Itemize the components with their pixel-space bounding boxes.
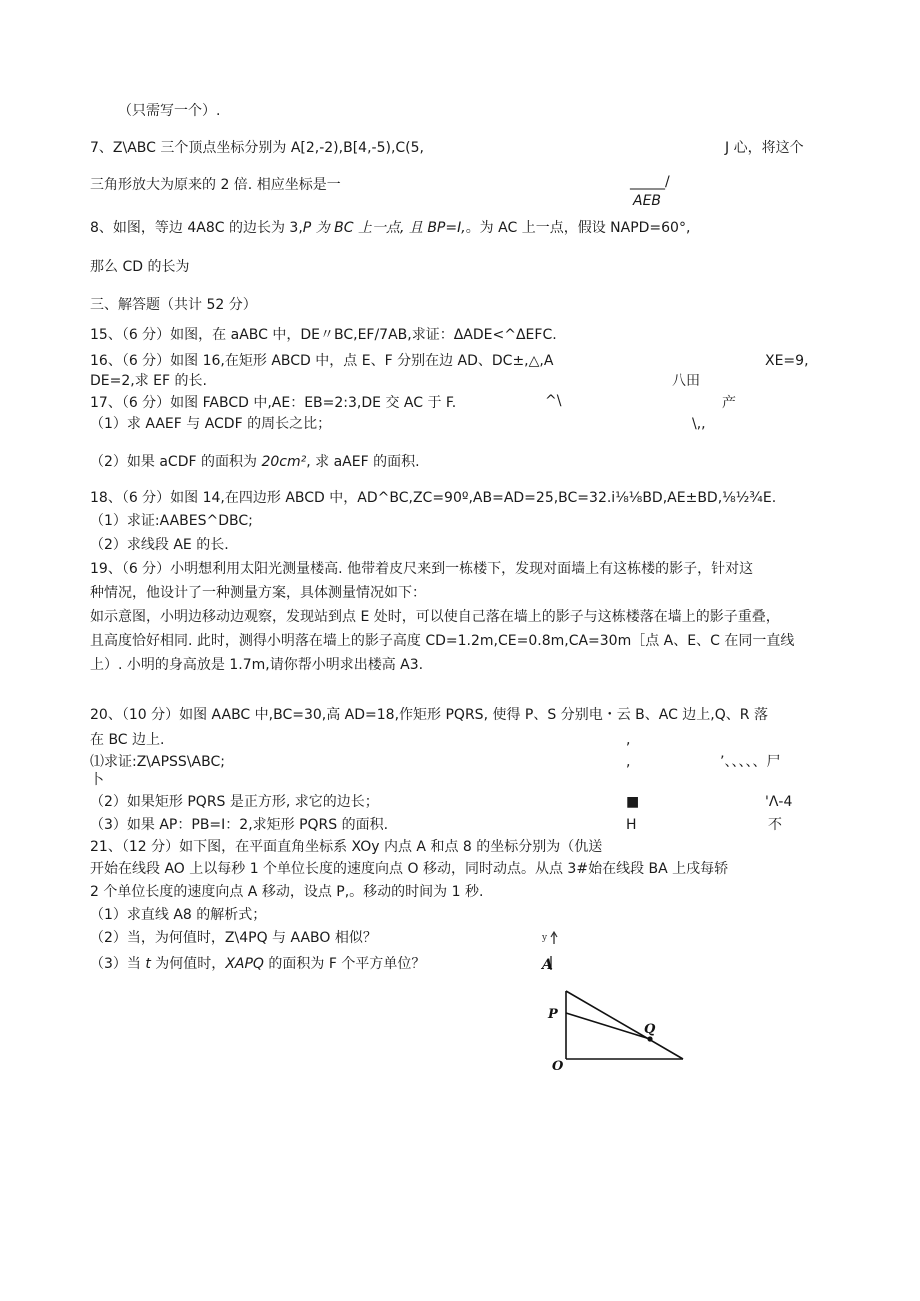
q21-line-3: 2 个单位长度的速度向点 A 移动，设点 P,。移动的时间为 1 秒.: [90, 884, 484, 900]
q16-line-2: DE=2,求 EF 的长.: [90, 373, 207, 389]
point-a-label: A: [542, 957, 553, 973]
q20-line-2: 在 BC 边上.: [90, 732, 165, 748]
q21-part-2: （2）当，为何值时，Z\4PQ 与 AABO 相似？: [90, 930, 377, 946]
q17-text-a: （2）如果 aCDF 的面积为: [90, 454, 262, 470]
q17-figure-mark-1: ^\: [545, 393, 562, 409]
point-q-label: Q: [644, 1022, 656, 1037]
q17-part-2: [90, 453, 420, 471]
point-q: [647, 1036, 652, 1041]
y-axis-label: y: [542, 933, 548, 943]
q17-figure-mark-3: \,,: [692, 416, 706, 432]
q18-part-1: （1）求证:AABES^DBC;: [90, 513, 253, 529]
q21-line-1: 21、（12 分）如下图，在平面直角坐标系 XOy 内点 A 和点 8 的坐标分别为（仇送: [90, 839, 603, 855]
q20-line-1: 20、（10 分）如图 AABC 中,BC=30,高 AD=18,作矩形 PQRS, 使得 P、S 分别电・云 B、AC 边上,Q、R 落: [90, 707, 768, 723]
q18: 18、（6 分）如图 14,在四边形 ABCD 中，AD^BC,ZC=90º,AB=AD=25,BC=32.i⅛⅛BD,AE±BD,⅛½¾E.: [90, 490, 777, 506]
q8-text-b: P 为 BC 上一点, 且 BP=I,: [302, 220, 466, 236]
q20-figure-mark-3: ’、、、、、尸: [720, 754, 781, 770]
q8-text-c: 。为 AC 上一点，假设 NAPD=60°,: [465, 220, 691, 236]
q20-part-1: ⑴求证:Z\APSS\ABC;: [90, 754, 225, 770]
q20-part-3: （3）如果 AP：PB=I：2,求矩形 PQRS 的面积.: [90, 817, 389, 833]
q21-part-3: [90, 955, 425, 973]
q17-figure-mark-2: 产: [722, 395, 736, 411]
q21-t: t: [145, 956, 151, 972]
q21-text-c: 为何值时，: [150, 956, 226, 972]
line-1: （只需写一个）.: [118, 103, 221, 119]
q20-figure-mark-5: ■: [626, 794, 640, 810]
q20-figure-mark-6: 'Λ-4: [765, 794, 793, 810]
q7-blank: _____/: [630, 174, 670, 190]
q21-text-e: 的面积为 F 个平方单位？: [263, 956, 426, 972]
q19-line-4: 且高度恰好相同. 此时，测得小明落在墙上的影子高度 CD=1.2m,CE=0.8m,CA=30m［点 A、E、C 在同一直线: [90, 633, 795, 649]
point-p-label: P: [548, 1007, 558, 1022]
q20-figure-mark-1: ,: [626, 732, 631, 748]
q19-line-3: 如示意图，小明边移动边观察，发现站到点 E 处时，可以使自己落在墙上的影子与这栋楼落在墙上的影子重叠，: [90, 609, 780, 625]
q19-line-1: 19、（6 分）小明想利用太阳光测量楼高. 他带着皮尺来到一栋楼下，发现对面墙上有这栋楼的影子，针对这: [90, 561, 754, 577]
segment-ab: [566, 991, 683, 1059]
q8-line-2: 那么 CD 的长为: [90, 259, 190, 275]
q20-part-2: （2）如果矩形 PQRS 是正方形, 求它的边长；: [90, 794, 379, 810]
q20-figure-mark-8: 不: [768, 817, 782, 833]
q7-line-2: 三角形放大为原来的 2 倍. 相应坐标是一: [90, 177, 341, 193]
q21-part-1: （1）求直线 A8 的解析式；: [90, 907, 267, 923]
q16-line-1: 16、（6 分）如图 16,在矩形 ABCD 中，点 E、F 分别在边 AD、DC±,△,A: [90, 353, 554, 369]
coordinate-figure: [528, 928, 698, 1078]
q7-line-1: 7、Z\ABC 三个顶点坐标分别为 A[2,-2),B[4,-5),C(5,: [90, 140, 424, 156]
q20-figure-mark-4: 卜: [90, 772, 104, 788]
q16-figure-mark: 八田: [672, 373, 700, 389]
q15: 15、（6 分）如图，在 aABC 中，DE〃BC,EF/7AB,求证：ΔADE<^ΔEFC.: [90, 327, 557, 343]
q7-aeb-label: AEB: [633, 193, 662, 209]
q7-line-1-right: J 心，将这个: [725, 140, 804, 156]
q19-line-2: 种情况，他设计了一种测量方案，具体测量情况如下：: [90, 585, 426, 601]
q17-part-1: （1）求 AAEF 与 ACDF 的周长之比；: [90, 416, 332, 432]
q20-figure-mark-7: H: [626, 817, 637, 833]
segment-pq: [566, 1013, 650, 1039]
q8-text-a: 8、如图，等边 4A8C 的边长为 3,: [90, 220, 303, 236]
q17-text-c: , 求 aAEF 的面积.: [306, 454, 420, 470]
q16-line-1-right: XE=9,: [765, 353, 809, 369]
q21-text-a: （3）当: [90, 956, 146, 972]
q8-line-1: [90, 219, 690, 237]
q20-figure-mark-2: ,: [626, 754, 631, 770]
q21-apq: XAPQ: [225, 956, 264, 972]
q18-part-2: （2）求线段 AE 的长.: [90, 537, 229, 553]
q19-line-5: 上）. 小明的身高放是 1.7m,请你帮小明求出楼高 A3.: [90, 657, 424, 673]
q21-line-2: 开始在线段 AO 上以每秒 1 个单位长度的速度向点 O 移动，同时动点。从点 3#始在线段 BA 上戌每轿: [90, 861, 729, 877]
q17-line-1: 17、（6 分）如图 FABCD 中,AE：EB=2:3,DE 交 AC 于 F.: [90, 395, 457, 411]
q17-area: 20cm²: [261, 454, 307, 470]
section-heading: 三、解答题（共计 52 分）: [90, 297, 257, 313]
point-o-label: O: [552, 1059, 564, 1074]
